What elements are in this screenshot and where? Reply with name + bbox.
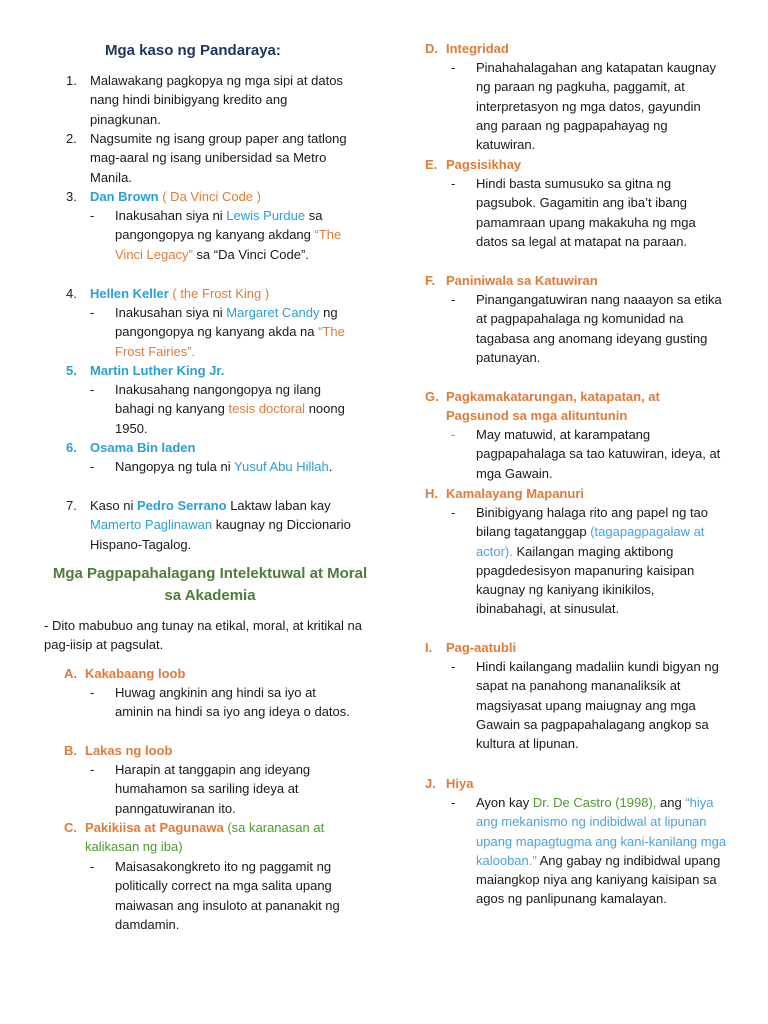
case-person-name: Pedro Serrano [136, 498, 227, 513]
case-text: Nagsumite ng isang group paper ang tatlong mag-aaral ng isang unibersidad sa Metro Manila. [90, 131, 347, 185]
case-person-name: Dan Brown [90, 189, 159, 204]
hiya-quote: “hiya ang mekanismo ng indibidwal at lipunan upang mapagtugma ang kani-kanilang mga kalooban.” [476, 795, 727, 868]
value-h-note: (tagapagpagalaw at actor). [476, 524, 705, 559]
case-number: 4. [66, 286, 77, 301]
case-number: 1. [66, 73, 77, 88]
case-number: 2. [66, 131, 77, 146]
accused-work-title: “The Vinci Legacy” [115, 227, 342, 262]
case-number: 7. [66, 498, 77, 513]
case-text: Malawakang pagkopya ng mga sipi at datos nang hindi binibigyang kredito ang pinagkunan. [90, 73, 343, 127]
case-person-name: Hellen Keller [90, 286, 169, 301]
case-number: 5. [66, 363, 77, 378]
values-heading: Mga Pagpapahalagang Intelektuwal at Moral sa Akademia [52, 565, 368, 604]
value-c-note: (sa karanasan at kalikasan ng iba) [85, 820, 325, 855]
case-second-person: Mamerto Paglinawan [90, 517, 213, 533]
poet-name: Yusuf Abu Hillah [234, 459, 329, 474]
thesis-reference: tesis doctoral [228, 401, 306, 417]
case-person-name: Osama Bin laden [90, 440, 196, 455]
cited-author: Dr. De Castro (1998), [532, 795, 657, 810]
case-number: 6. [66, 440, 77, 455]
accuser-name: Lewis Purdue [226, 208, 306, 223]
accuser-name: Margaret Candy [226, 305, 320, 320]
case-work-title: ( Da Vinci Code ) [158, 189, 261, 204]
case-number: 3. [66, 189, 77, 204]
case-work-title: ( the Frost King ) [168, 286, 270, 301]
case-person-name: Martin Luther King Jr. [90, 363, 225, 378]
accused-work-title: “The Frost Fairies”. [115, 324, 345, 359]
values-intro: - Dito mabubuo ang tunay na etikal, moral, at kritikal na pag-iisip at pagsulat. [44, 618, 362, 653]
cases-heading: Mga kaso ng Pandaraya: [105, 42, 281, 59]
document-page: Mga kaso ng Pandaraya: 1. Malawakang pagkopya ng mga sipi at datos nang hindi binibigyang kredito ang pinagkunan. 2. Nagsumite ng isang group paper ang tatlong mag-aaral ng isang unibersidad sa Metro Manila. 3. Dan Brown ( Da Vinci Code ) - Inakusahan siya ni Lewis Purdue sa pangongopya ng kanyang akdang “The Vinci Legacy” sa “Da Vinci Code”. 4. Hellen Keller ( the Frost King ) - Inakusahan siya ni Margaret Candy ng pangongopya ng kanyang akda na “The Frost Fairies”. 5. Martin Luther King Jr. - Inakusahang nangongopya ng ilang bahagi ng kanyang tesis doctoral noong 1950. 6. Osama Bin laden - Nangopya ng tula ni Yusuf Abu Hillah. 7. Kaso ni Pedro Serrano Laktaw laban kay Mamerto Paglinawan kaugnay ng Diccionario Hispano-Tagalog. Mga Pagpapahalagang Intelektuwal at Moral sa Akademia - Dito mabubuo ang tunay na etikal, moral, at kritikal na pag-iisip at pagsulat. A. Kakabaang loob - Huwag angkinin ang hindi sa iyo at aminin na hindi sa iyo ang ideya o datos. B. Lakas ng loob - Harapin at tanggapin ang ideyang humahamon sa sariling ideya at panngatuwiranan ito. C. Pakikiisa at Pagunawa (sa karanasan at kalikasan ng iba) - Maisasakongkreto ito ng paggamit ng politically correct na mga salita upang maiwasan ang insuloto at pananakit ng damdamin. D. Integridad - Pinahahalagahan ang katapatan kaugnay ng paraan ng pagkuha, paggamit, at interpretasyon ng mga datos, gayundin ang paraan ng pagpapahayag ng katuwiran. E. Pagsisikhay - Hindi basta sumusuko sa gitna ng pagsubok. Gagamitin ang iba’t ibang pamamraan upang makakuha ng mga datos sa legal at matapat na paraan. F. Paniniwala sa Katuwiran - Pinangangatuwiran nang naaayon sa etika at pagpapahalaga ng komunidad na tagabasa ang anomang ideyang gusting patunayan. G. Pagkamakatarungan, katapatan, at Pagsunod sa mga alituntunin - May matuwid, at karampatang pagpapahalaga sa tao katuwiran, ideya, at mga Gawain. H. Kamalayang Mapanuri - Binibigyang halaga rito ang papel ng tao bilang tagatanggap (tagapagpagalaw at actor). Kailangan maging aktibong ppagdedesisyon mapanuring kaisipan kaugnay ng kaniyang ikinikilos, ibinabahagi, at sinusulat. I. Pag-aatubli - Hindi kailangang madaliin kundi bigyan ng sapat na panahong mananaliksik at magsiyasat upang maiugnay ang mga Gawain sa pagpapahalagang angkop sa kultura at lipunan. J. Hiya - Ayon kay Dr. De Castro (1998), ang “hiya ang mekanismo ng indibidwal at lipunan upang mapagtugma ang kani-kanilang mga kalooban.” Ang gabay ng indibidwal upang maiangkop niya ang kaniyang kaisipan sa agos ng panlipunang kamalayan. [44, 41, 727, 932]
